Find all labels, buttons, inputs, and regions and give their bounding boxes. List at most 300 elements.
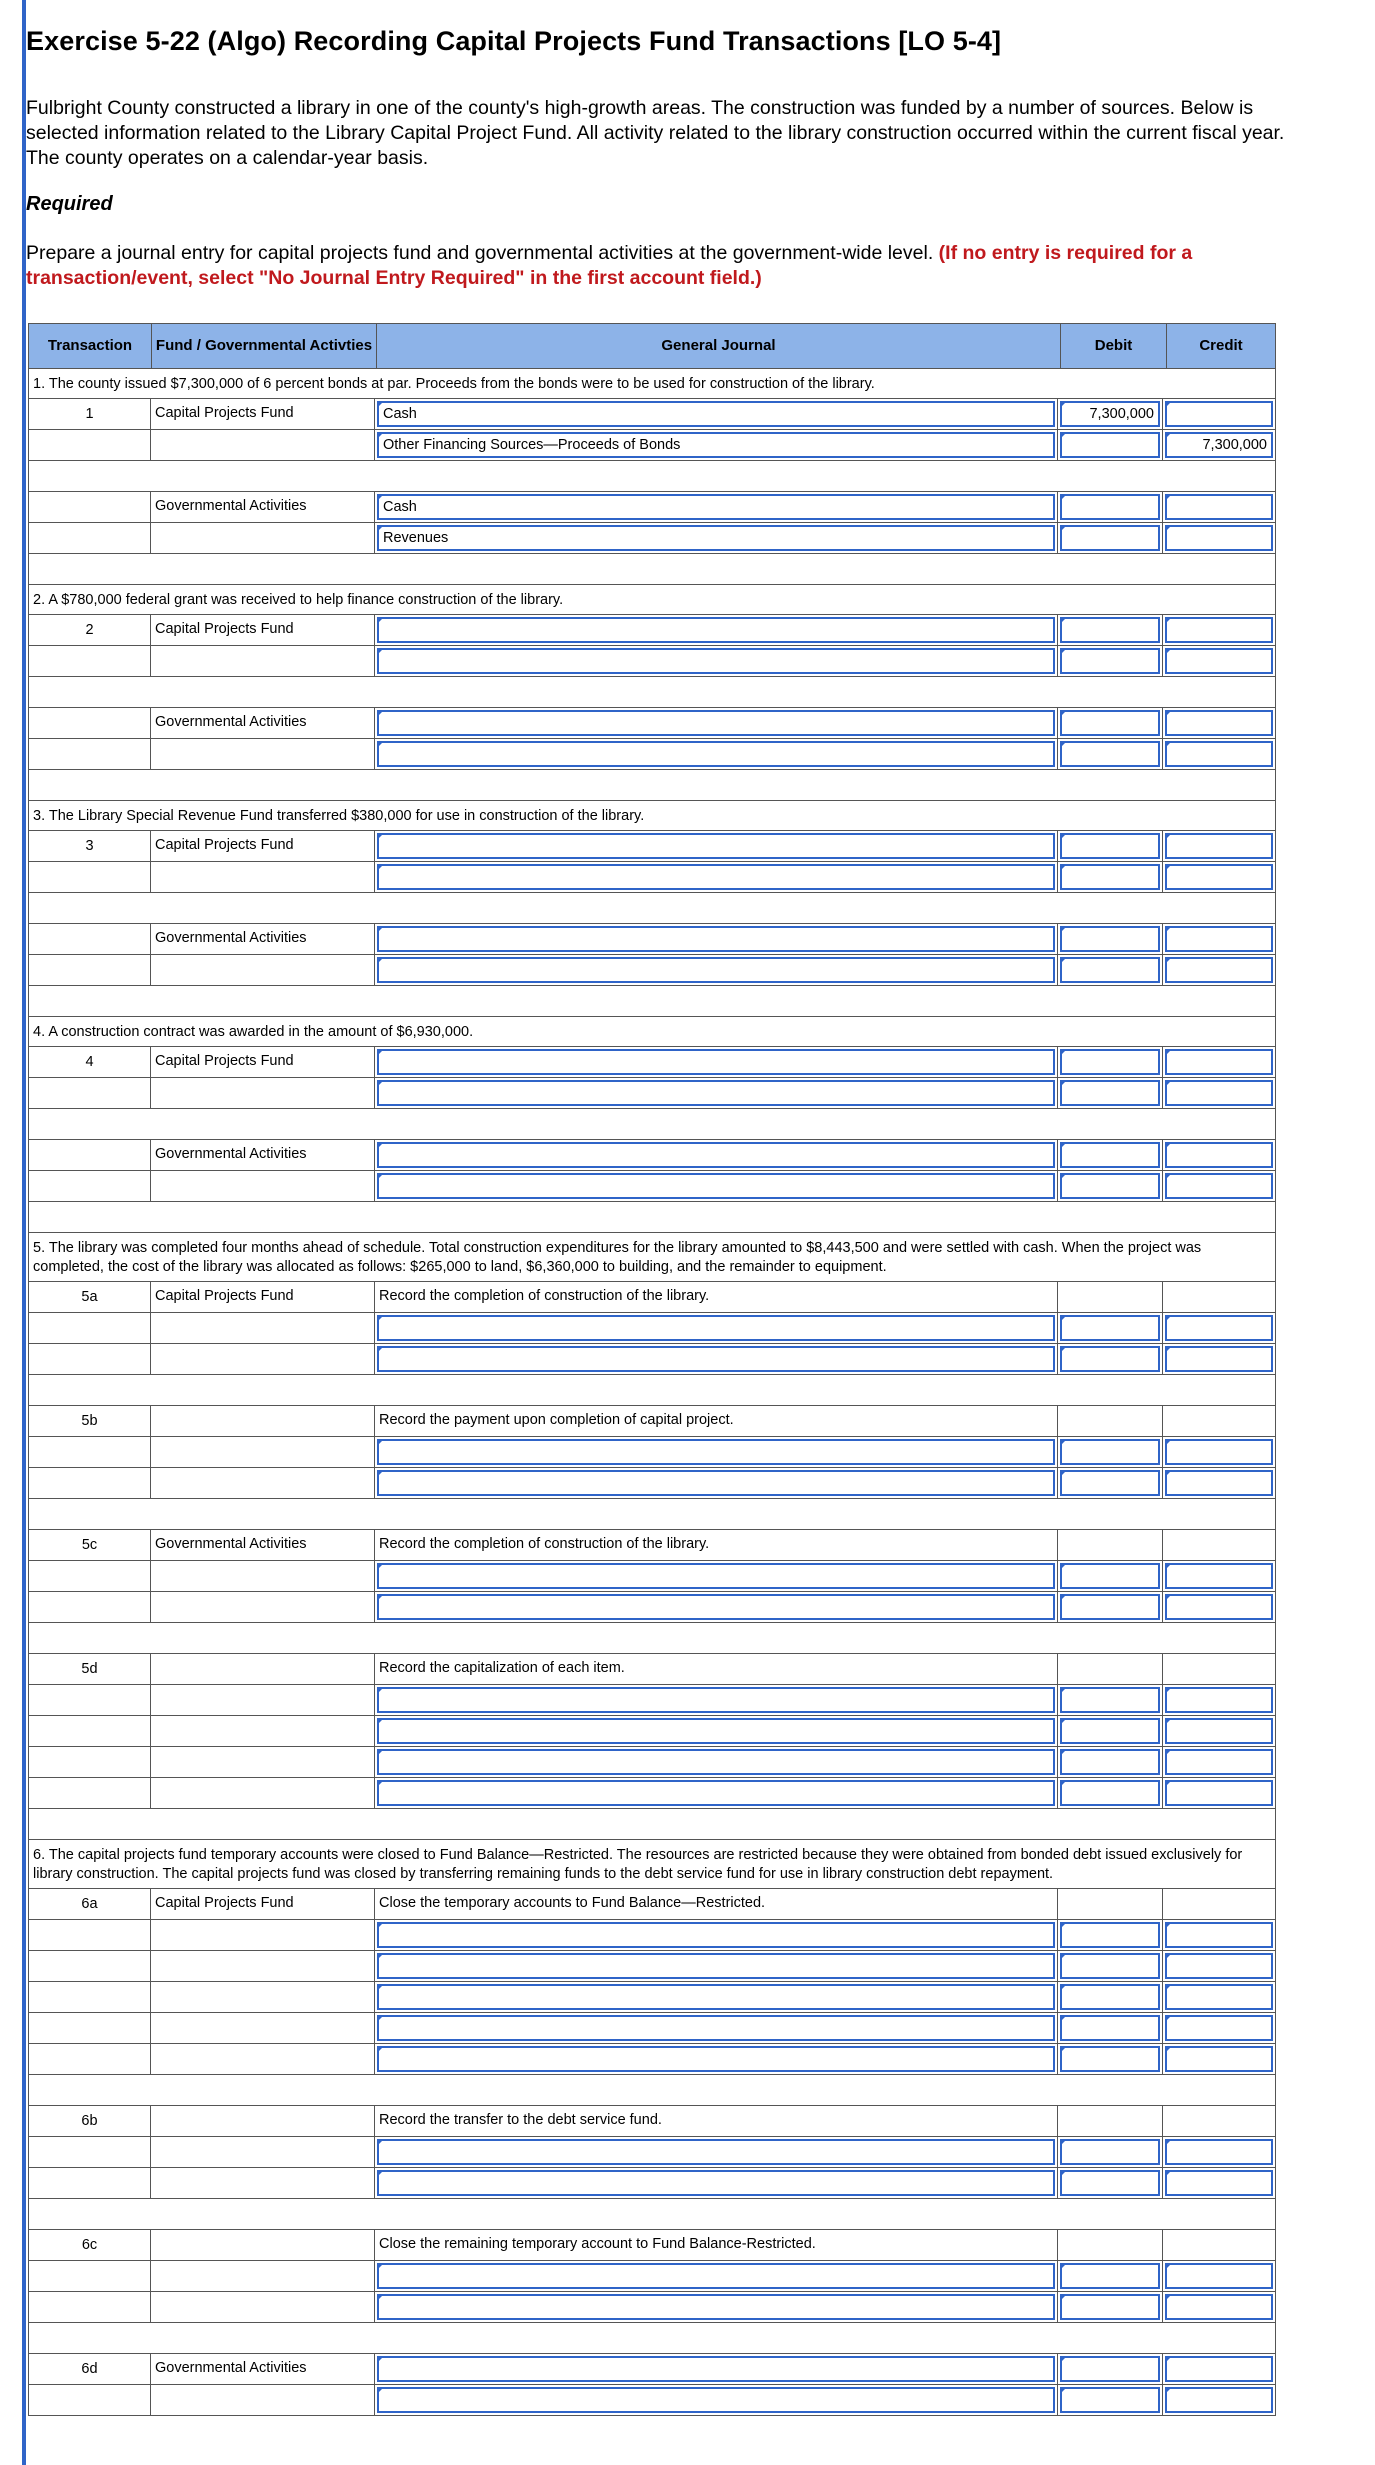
table-row	[29, 1405, 1275, 1436]
debit-input[interactable]	[1060, 833, 1160, 859]
table-row	[29, 1343, 1275, 1374]
transaction-number: 6c	[29, 2230, 151, 2260]
transaction-number	[29, 924, 151, 954]
fund-name	[151, 1920, 375, 1950]
header-debit: Debit	[1061, 324, 1167, 368]
account-select[interactable]	[377, 1470, 1055, 1496]
table-row	[29, 2105, 1275, 2136]
transaction-number	[29, 1592, 151, 1622]
table-row	[29, 1888, 1275, 1919]
account-select[interactable]	[377, 926, 1055, 952]
credit-input[interactable]	[1165, 1984, 1273, 2010]
debit-input[interactable]	[1060, 1080, 1160, 1106]
table-row	[29, 1139, 1275, 1170]
debit-input[interactable]	[1060, 525, 1160, 551]
fund-name	[151, 1747, 375, 1777]
account-select[interactable]	[377, 2170, 1055, 2196]
debit-cell	[1058, 1313, 1163, 1343]
transaction-description: 2. A $780,000 federal grant was received to help finance construction of the library.	[29, 584, 1275, 614]
debit-cell	[1058, 2106, 1163, 2136]
debit-cell	[1058, 1592, 1163, 1622]
transaction-number	[29, 2013, 151, 2043]
debit-input[interactable]	[1060, 617, 1160, 643]
transaction-number: 2	[29, 615, 151, 645]
transaction-number	[29, 1982, 151, 2012]
account-select[interactable]	[377, 2263, 1055, 2289]
account-select[interactable]	[377, 1953, 1055, 1979]
credit-input[interactable]	[1165, 525, 1273, 551]
account-select[interactable]	[377, 1922, 1055, 1948]
debit-cell	[1058, 1685, 1163, 1715]
credit-cell	[1163, 1171, 1275, 1201]
transaction-number	[29, 2292, 151, 2322]
table-spacer-row	[29, 2198, 1275, 2229]
credit-input[interactable]	[1165, 1049, 1273, 1075]
account-cell	[375, 1437, 1058, 1467]
table-row	[29, 645, 1275, 676]
debit-cell	[1058, 615, 1163, 645]
transaction-number	[29, 1951, 151, 1981]
fund-name	[151, 646, 375, 676]
credit-input[interactable]	[1165, 2170, 1273, 2196]
account-select[interactable]	[377, 1984, 1055, 2010]
debit-input[interactable]	[1060, 1687, 1160, 1713]
transaction-description: 4. A construction contract was awarded in the amount of $6,930,000.	[29, 1016, 1275, 1046]
account-cell	[375, 1171, 1058, 1201]
account-cell	[375, 2044, 1058, 2074]
debit-input[interactable]	[1060, 710, 1160, 736]
account-cell	[375, 615, 1058, 645]
account-select[interactable]	[377, 2294, 1055, 2320]
debit-cell	[1058, 399, 1163, 429]
debit-input[interactable]	[1060, 2046, 1160, 2072]
table-spacer-row	[29, 1108, 1275, 1139]
credit-input[interactable]	[1165, 1780, 1273, 1806]
debit-cell	[1058, 646, 1163, 676]
debit-cell	[1058, 955, 1163, 985]
credit-cell	[1163, 1047, 1275, 1077]
account-cell	[375, 2168, 1058, 2198]
account-cell	[375, 831, 1058, 861]
account-select[interactable]	[377, 1315, 1055, 1341]
credit-input[interactable]	[1165, 1173, 1273, 1199]
credit-cell	[1163, 955, 1275, 985]
debit-cell	[1058, 1982, 1163, 2012]
account-select[interactable]: Cash	[377, 494, 1055, 520]
table-row	[29, 1281, 1275, 1312]
fund-name	[151, 1468, 375, 1498]
debit-input[interactable]	[1060, 1984, 1160, 2010]
account-select[interactable]: Cash	[377, 401, 1055, 427]
account-cell	[375, 1982, 1058, 2012]
table-row	[29, 923, 1275, 954]
debit-input[interactable]	[1060, 2263, 1160, 2289]
account-cell	[375, 862, 1058, 892]
credit-cell	[1163, 1140, 1275, 1170]
fund-name	[151, 2106, 375, 2136]
prepare-text: Prepare a journal entry for capital projects fund and governmental activities at the government-wide level.	[26, 242, 934, 264]
table-row	[29, 1746, 1275, 1777]
table-spacer-row	[29, 553, 1275, 584]
fund-name	[151, 1344, 375, 1374]
credit-input[interactable]	[1165, 617, 1273, 643]
debit-cell	[1058, 831, 1163, 861]
account-select[interactable]	[377, 1049, 1055, 1075]
account-select[interactable]	[377, 1439, 1055, 1465]
table-row	[29, 1436, 1275, 1467]
debit-input[interactable]	[1060, 432, 1160, 458]
fund-name	[151, 2261, 375, 2291]
account-select[interactable]	[377, 710, 1055, 736]
debit-input[interactable]	[1060, 1346, 1160, 1372]
credit-input[interactable]	[1165, 1439, 1273, 1465]
credit-input[interactable]	[1165, 1470, 1273, 1496]
credit-cell	[1163, 1406, 1275, 1436]
credit-cell	[1163, 1468, 1275, 1498]
account-cell	[375, 2013, 1058, 2043]
debit-input[interactable]	[1060, 1315, 1160, 1341]
debit-input[interactable]	[1060, 1563, 1160, 1589]
debit-cell	[1058, 1344, 1163, 1374]
account-cell	[375, 1592, 1058, 1622]
account-cell	[375, 2292, 1058, 2322]
account-select[interactable]	[377, 1080, 1055, 1106]
transaction-number	[29, 492, 151, 522]
account-select[interactable]	[377, 1718, 1055, 1744]
debit-input[interactable]	[1060, 2387, 1160, 2413]
credit-input[interactable]	[1165, 710, 1273, 736]
account-cell	[375, 1716, 1058, 1746]
fund-name	[151, 1951, 375, 1981]
transaction-number: 5c	[29, 1530, 151, 1560]
debit-input[interactable]	[1060, 2139, 1160, 2165]
credit-cell	[1163, 646, 1275, 676]
fund-name	[151, 2044, 375, 2074]
table-row	[29, 2260, 1275, 2291]
account-select[interactable]	[377, 1780, 1055, 1806]
fund-name: Capital Projects Fund	[151, 1889, 375, 1919]
table-row	[29, 1560, 1275, 1591]
credit-input[interactable]	[1165, 741, 1273, 767]
table-row	[29, 1919, 1275, 1950]
transaction-number: 6b	[29, 2106, 151, 2136]
debit-input[interactable]	[1060, 1470, 1160, 1496]
fund-name	[151, 1406, 375, 1436]
credit-input[interactable]	[1165, 2046, 1273, 2072]
credit-input[interactable]	[1165, 864, 1273, 890]
transaction-number	[29, 1920, 151, 1950]
account-select[interactable]	[377, 1687, 1055, 1713]
credit-input[interactable]	[1165, 2387, 1273, 2413]
debit-input[interactable]	[1060, 1780, 1160, 1806]
header-general-journal: General Journal	[377, 324, 1061, 368]
credit-input[interactable]	[1165, 1687, 1273, 1713]
fund-name	[151, 1716, 375, 1746]
credit-cell	[1163, 1982, 1275, 2012]
credit-cell	[1163, 2292, 1275, 2322]
credit-input[interactable]	[1165, 2294, 1273, 2320]
debit-cell	[1058, 1951, 1163, 1981]
account-cell	[375, 1920, 1058, 1950]
entry-instruction: Record the completion of construction of the library.	[375, 1282, 1058, 1312]
header-credit: Credit	[1199, 337, 1243, 354]
credit-input[interactable]	[1165, 1142, 1273, 1168]
credit-cell	[1163, 1920, 1275, 1950]
debit-input[interactable]	[1060, 864, 1160, 890]
fund-name	[151, 2385, 375, 2415]
account-select[interactable]	[377, 1346, 1055, 1372]
credit-input[interactable]	[1165, 833, 1273, 859]
account-select[interactable]	[377, 2046, 1055, 2072]
transaction-number	[29, 1078, 151, 1108]
account-select[interactable]	[377, 2015, 1055, 2041]
transaction-number	[29, 2044, 151, 2074]
credit-cell	[1163, 2385, 1275, 2415]
credit-cell	[1163, 523, 1275, 553]
credit-cell	[1163, 1530, 1275, 1560]
fund-name	[151, 1592, 375, 1622]
table-body	[29, 368, 1275, 2415]
account-cell	[375, 1561, 1058, 1591]
credit-input[interactable]	[1165, 401, 1273, 427]
table-spacer-row	[29, 1201, 1275, 1232]
table-row	[29, 954, 1275, 985]
credit-input[interactable]	[1165, 957, 1273, 983]
credit-input[interactable]	[1165, 494, 1273, 520]
credit-input[interactable]	[1165, 1346, 1273, 1372]
account-cell	[375, 2261, 1058, 2291]
credit-cell	[1163, 399, 1275, 429]
fund-name	[151, 2168, 375, 2198]
fund-name	[151, 1778, 375, 1808]
table-row	[29, 2043, 1275, 2074]
transaction-number	[29, 955, 151, 985]
credit-input[interactable]	[1165, 2015, 1273, 2041]
credit-cell	[1163, 1951, 1275, 1981]
account-select[interactable]	[377, 741, 1055, 767]
account-cell	[375, 646, 1058, 676]
debit-input[interactable]	[1060, 1594, 1160, 1620]
transaction-number	[29, 1716, 151, 1746]
debit-input[interactable]	[1060, 1922, 1160, 1948]
transaction-number: 5d	[29, 1654, 151, 1684]
debit-cell	[1058, 1889, 1163, 1919]
credit-input[interactable]	[1165, 1953, 1273, 1979]
account-select[interactable]	[377, 1173, 1055, 1199]
credit-cell	[1163, 2106, 1275, 2136]
account-select[interactable]	[377, 1749, 1055, 1775]
debit-input[interactable]	[1060, 1173, 1160, 1199]
table-row	[29, 614, 1275, 645]
credit-input[interactable]	[1165, 1718, 1273, 1744]
debit-input[interactable]	[1060, 926, 1160, 952]
debit-cell	[1058, 708, 1163, 738]
fund-name	[151, 1313, 375, 1343]
credit-input[interactable]	[1165, 2356, 1273, 2382]
credit-cell	[1163, 2168, 1275, 2198]
debit-input[interactable]: 7,300,000	[1060, 401, 1160, 427]
transaction-number	[29, 1468, 151, 1498]
debit-cell	[1058, 1747, 1163, 1777]
required-label: Required	[26, 193, 113, 215]
entry-instruction: Close the temporary accounts to Fund Balance—Restricted.	[375, 1889, 1058, 1919]
transaction-number	[29, 2168, 151, 2198]
header-transaction: Transaction	[29, 324, 152, 368]
debit-cell	[1058, 1468, 1163, 1498]
debit-input[interactable]	[1060, 957, 1160, 983]
transaction-description: 6. The capital projects fund temporary accounts were closed to Fund Balance—Restricted. The resources are restricted because they were obtained from bonded debt issued exclusively for library construction. The capital projects fund was closed by transferring remaining funds to the debt service fund for use in library construction debt repayment.	[29, 1839, 1275, 1888]
credit-input[interactable]	[1165, 1315, 1273, 1341]
intro-paragraph: Fulbright County constructed a library in one of the county's high-growth areas. The construction was funded by a number of sources. Below is selected information related to the Library Capital Project Fund. All activity related to the library construction occurred within the current fiscal year. The county operates on a calendar-year basis.	[26, 97, 1285, 169]
table-row	[29, 830, 1275, 861]
transaction-number	[29, 2261, 151, 2291]
table-spacer-row	[29, 2074, 1275, 2105]
credit-input[interactable]	[1165, 648, 1273, 674]
account-select[interactable]	[377, 1142, 1055, 1168]
credit-input[interactable]	[1165, 926, 1273, 952]
debit-input[interactable]	[1060, 741, 1160, 767]
prepare-instructions	[26, 241, 1326, 291]
table-row	[29, 2167, 1275, 2198]
table-row	[29, 1684, 1275, 1715]
debit-input[interactable]	[1060, 1718, 1160, 1744]
account-select[interactable]: Other Financing Sources—Proceeds of Bonds	[377, 432, 1055, 458]
credit-input[interactable]	[1165, 1563, 1273, 1589]
transaction-number	[29, 1171, 151, 1201]
table-spacer-row	[29, 769, 1275, 800]
account-cell	[375, 1078, 1058, 1108]
fund-name	[151, 2230, 375, 2260]
debit-cell	[1058, 2292, 1163, 2322]
table-spacer-row	[29, 892, 1275, 923]
transaction-number	[29, 523, 151, 553]
account-cell	[375, 1685, 1058, 1715]
debit-input[interactable]	[1060, 1142, 1160, 1168]
credit-cell	[1163, 430, 1275, 460]
credit-cell	[1163, 739, 1275, 769]
table-spacer-row	[29, 985, 1275, 1016]
account-cell	[375, 708, 1058, 738]
fund-name	[151, 2292, 375, 2322]
account-select[interactable]	[377, 2139, 1055, 2165]
fund-name: Capital Projects Fund	[151, 399, 375, 429]
left-accent-bar	[22, 0, 26, 2465]
credit-input[interactable]	[1165, 1594, 1273, 1620]
debit-cell	[1058, 862, 1163, 892]
table-row	[29, 491, 1275, 522]
table-spacer-row	[29, 1498, 1275, 1529]
fund-name: Governmental Activities	[151, 2354, 375, 2384]
table-spacer-row	[29, 676, 1275, 707]
table-row	[29, 429, 1275, 460]
account-select[interactable]: Revenues	[377, 525, 1055, 551]
transaction-number: 4	[29, 1047, 151, 1077]
credit-cell	[1163, 2137, 1275, 2167]
debit-input[interactable]	[1060, 1749, 1160, 1775]
debit-cell	[1058, 1437, 1163, 1467]
transaction-number	[29, 1437, 151, 1467]
credit-cell	[1163, 1282, 1275, 1312]
table-row	[29, 1981, 1275, 2012]
debit-cell	[1058, 1920, 1163, 1950]
account-select[interactable]	[377, 617, 1055, 643]
debit-input[interactable]	[1060, 2356, 1160, 2382]
transaction-number	[29, 1313, 151, 1343]
account-cell	[375, 1140, 1058, 1170]
account-select[interactable]	[377, 2387, 1055, 2413]
table-row	[29, 2384, 1275, 2415]
account-select[interactable]	[377, 648, 1055, 674]
table-row	[29, 1529, 1275, 1560]
debit-input[interactable]	[1060, 2294, 1160, 2320]
account-select[interactable]	[377, 2356, 1055, 2382]
credit-input[interactable]	[1165, 1749, 1273, 1775]
debit-cell	[1058, 924, 1163, 954]
debit-cell	[1058, 1406, 1163, 1436]
debit-input[interactable]	[1060, 2170, 1160, 2196]
table-spacer-row	[29, 2322, 1275, 2353]
account-select[interactable]	[377, 957, 1055, 983]
credit-input[interactable]: 7,300,000	[1165, 432, 1273, 458]
prepare-note: (If no entry is required for a transaction/event, select "No Journal Entry Required" in the first account field.)	[26, 242, 1193, 289]
debit-cell	[1058, 1282, 1163, 1312]
entry-instruction: Close the remaining temporary account to Fund Balance-Restricted.	[375, 2230, 1058, 2260]
account-select[interactable]	[377, 833, 1055, 859]
table-row	[29, 1170, 1275, 1201]
debit-input[interactable]	[1060, 494, 1160, 520]
debit-input[interactable]	[1060, 1049, 1160, 1075]
debit-input[interactable]	[1060, 1439, 1160, 1465]
transaction-number	[29, 2385, 151, 2415]
entry-instruction: Record the capitalization of each item.	[375, 1654, 1058, 1684]
credit-cell	[1163, 708, 1275, 738]
account-select[interactable]	[377, 1594, 1055, 1620]
account-cell	[375, 1047, 1058, 1077]
credit-cell	[1163, 1654, 1275, 1684]
fund-name	[151, 1561, 375, 1591]
credit-cell	[1163, 2261, 1275, 2291]
transaction-number	[29, 646, 151, 676]
debit-cell	[1058, 2168, 1163, 2198]
debit-input[interactable]	[1060, 1953, 1160, 1979]
debit-cell	[1058, 1530, 1163, 1560]
account-select[interactable]	[377, 1563, 1055, 1589]
debit-cell	[1058, 523, 1163, 553]
table-row	[29, 398, 1275, 429]
table-row	[29, 738, 1275, 769]
transaction-description: 5. The library was completed four months ahead of schedule. Total construction expenditures for the library amounted to $8,443,500 and were settled with cash. When the project was completed, the cost of the library was allocated as follows: $265,000 to land, $6,360,000 to building, and the remainder to equipment.	[29, 1232, 1275, 1281]
credit-input[interactable]	[1165, 1080, 1273, 1106]
credit-input[interactable]	[1165, 2263, 1273, 2289]
credit-cell	[1163, 862, 1275, 892]
transaction-number	[29, 1140, 151, 1170]
credit-cell	[1163, 1592, 1275, 1622]
debit-input[interactable]	[1060, 2015, 1160, 2041]
fund-name	[151, 430, 375, 460]
credit-input[interactable]	[1165, 2139, 1273, 2165]
fund-name: Governmental Activities	[151, 492, 375, 522]
account-select[interactable]	[377, 864, 1055, 890]
debit-cell	[1058, 1171, 1163, 1201]
transaction-number	[29, 1561, 151, 1591]
debit-cell	[1058, 492, 1163, 522]
credit-input[interactable]	[1165, 1922, 1273, 1948]
credit-cell	[1163, 1716, 1275, 1746]
credit-cell	[1163, 1078, 1275, 1108]
debit-input[interactable]	[1060, 648, 1160, 674]
fund-name	[151, 1654, 375, 1684]
credit-cell	[1163, 1437, 1275, 1467]
